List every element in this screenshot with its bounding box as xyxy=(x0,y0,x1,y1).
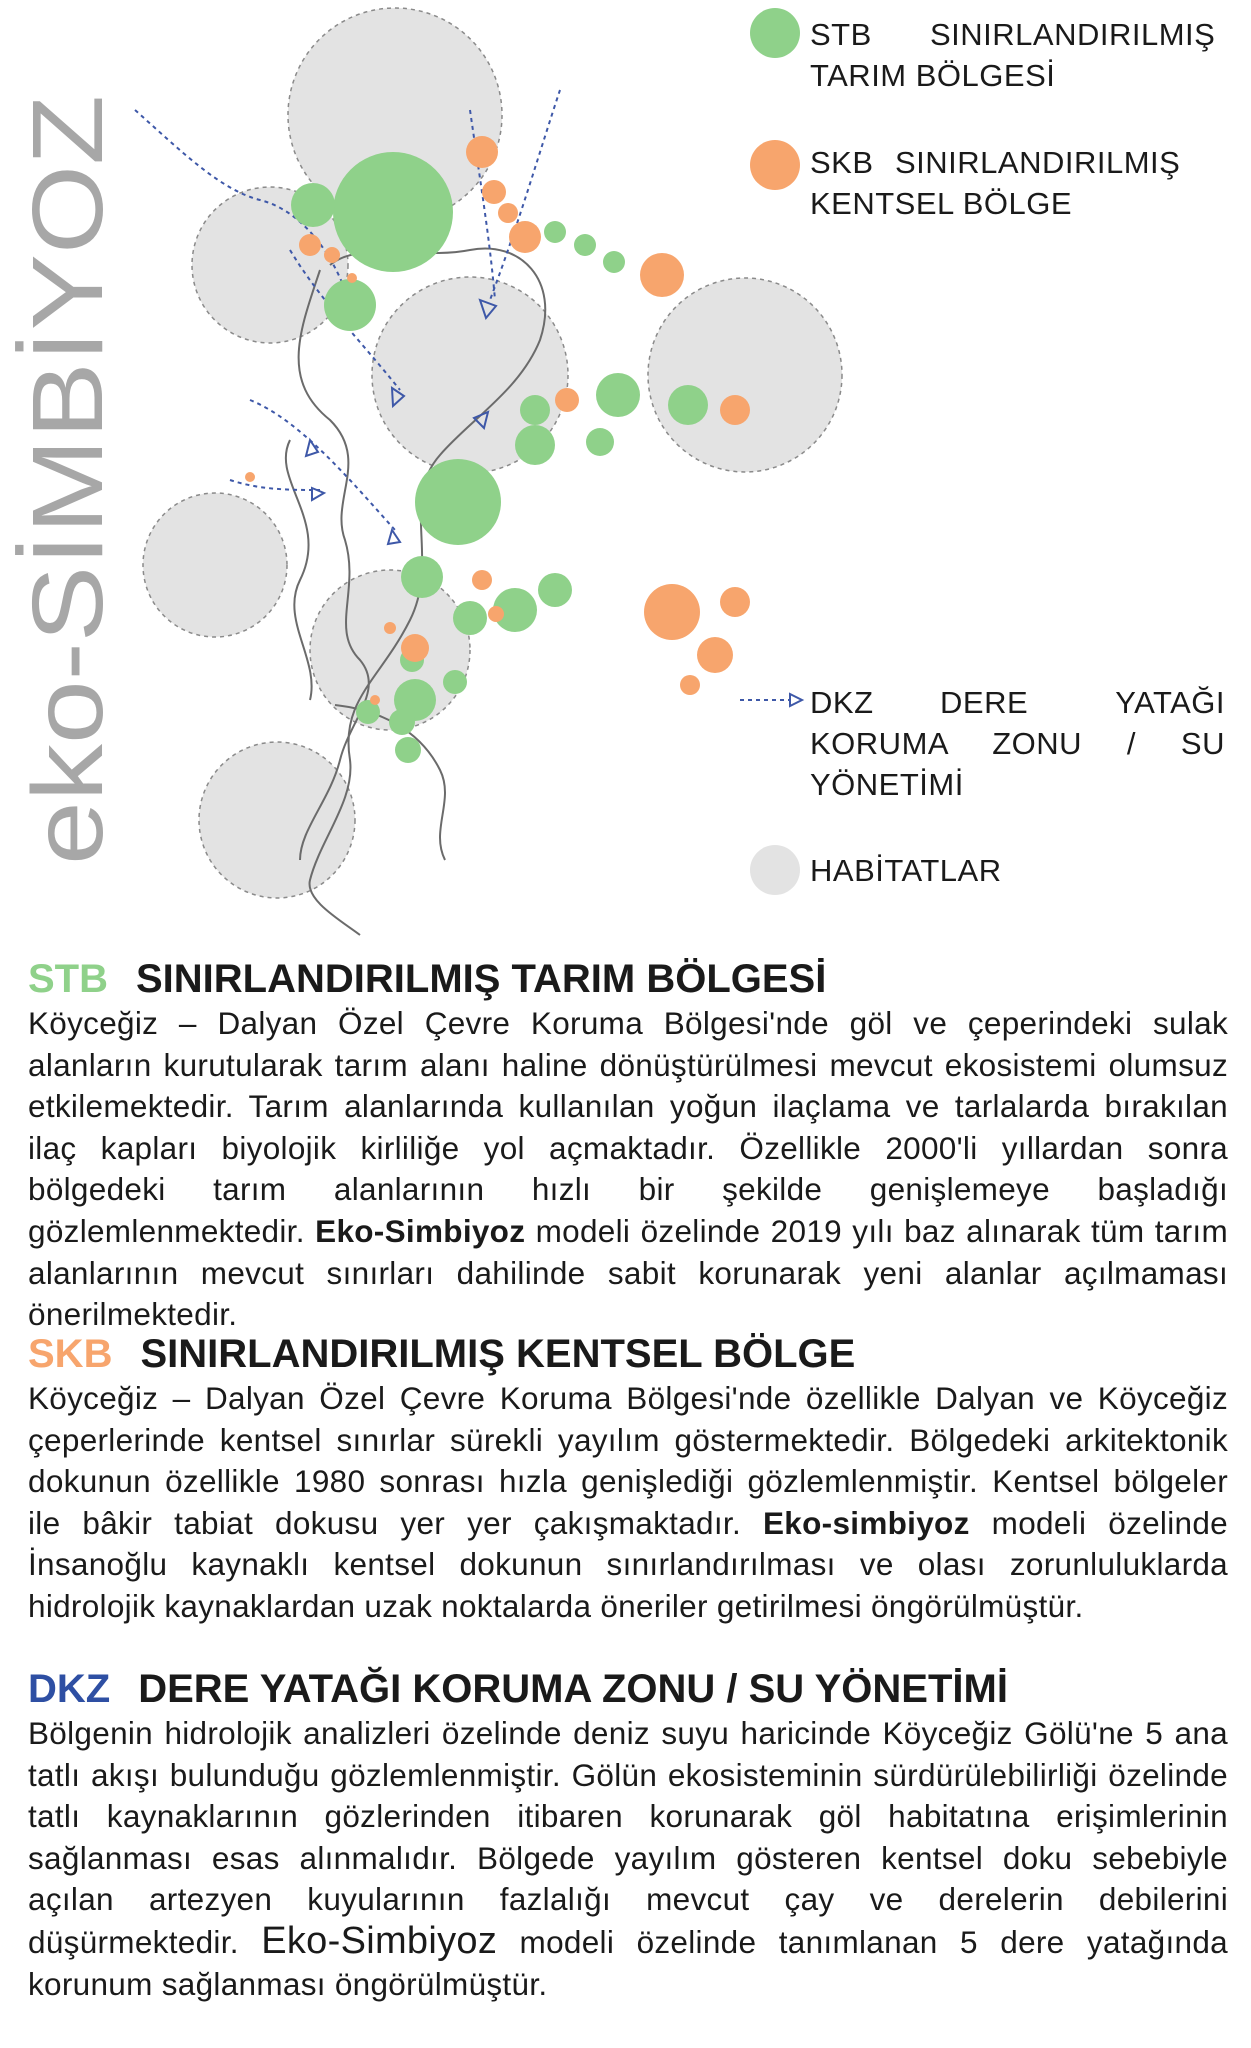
legend-stb xyxy=(810,14,1230,96)
skb-circle xyxy=(555,388,579,412)
skb-circle xyxy=(640,253,684,297)
river-line xyxy=(286,440,312,700)
habitat-circle xyxy=(199,742,355,898)
section-skb-body xyxy=(28,1378,1228,1628)
section-stb-body xyxy=(28,1003,1228,1336)
skb-circle xyxy=(482,180,506,204)
stream-line xyxy=(230,480,320,490)
skb-circle xyxy=(644,584,700,640)
skb-circle xyxy=(720,587,750,617)
legend-habitat-label: HABİTATLAR xyxy=(810,853,1002,888)
skb-circle xyxy=(498,203,518,223)
stb-circle xyxy=(324,279,376,331)
stb-circle xyxy=(596,373,640,417)
section-skb-bold: Eko-simbiyoz xyxy=(763,1504,970,1541)
stream-arrow xyxy=(388,530,400,544)
section-skb-heading xyxy=(28,1330,1228,1378)
stb-circle xyxy=(603,251,625,273)
skb-circle xyxy=(720,395,750,425)
section-skb-code: SKB xyxy=(28,1332,113,1376)
stb-circle xyxy=(395,737,421,763)
stb-circle xyxy=(333,152,453,272)
legend-skb-dot xyxy=(750,140,800,190)
section-stb-bold: Eko-Simbiyoz xyxy=(315,1212,526,1249)
section-stb-code: STB xyxy=(28,957,108,1001)
habitat-circle xyxy=(310,570,470,730)
stb-circle xyxy=(574,234,596,256)
habitat-circle xyxy=(143,493,287,637)
skb-circle xyxy=(324,247,340,263)
stb-circle xyxy=(586,428,614,456)
skb-circle xyxy=(466,136,498,168)
legend-skb-label2: KENTSEL BÖLGE xyxy=(810,186,1073,221)
vertical-title-text: eko-SİMBİYOZ xyxy=(12,192,124,865)
stream-arrow xyxy=(306,440,318,456)
skb-circle xyxy=(488,606,504,622)
section-dkz-code: DKZ xyxy=(28,1667,111,1711)
legend-skb-code: SKB xyxy=(810,145,874,180)
stb-circle xyxy=(291,183,335,227)
skb-circle xyxy=(245,472,255,482)
skb-circle xyxy=(697,637,733,673)
stb-circle xyxy=(443,670,467,694)
section-skb-title: SINIRLANDIRILMIŞ KENTSEL BÖLGE xyxy=(140,1332,856,1376)
legend-stb-dot xyxy=(750,8,800,58)
skb-circle xyxy=(509,221,541,253)
section-dkz-title: DERE YATAĞI KORUMA ZONU / SU YÖNETİMİ xyxy=(138,1667,1008,1711)
legend-skb xyxy=(810,142,1230,224)
legend-stb-label2: TARIM BÖLGESİ xyxy=(810,58,1056,93)
stb-circle xyxy=(544,221,566,243)
stream-arrow xyxy=(790,694,802,706)
skb-circle xyxy=(384,622,396,634)
skb-circle xyxy=(401,634,429,662)
section-dkz-text-2: modeli özelinde tanımlanan 5 dere yatağında korunum sağlanması öngörülmüştür. xyxy=(28,1923,1228,2002)
skb-circle xyxy=(472,570,492,590)
skb-circle xyxy=(299,234,321,256)
skb-circle xyxy=(680,675,700,695)
stb-circle xyxy=(389,709,415,735)
section-stb-title: SINIRLANDIRILMIŞ TARIM BÖLGESİ xyxy=(136,957,827,1001)
stb-circle xyxy=(415,459,501,545)
habitat-circle xyxy=(648,278,842,472)
stb-circle xyxy=(538,573,572,607)
section-skb xyxy=(28,1330,1228,1628)
legend-dkz xyxy=(810,682,1225,805)
stream-line xyxy=(250,400,395,530)
stb-circle xyxy=(520,395,550,425)
stb-circle xyxy=(453,601,487,635)
legend-stb-label: SINIRLANDIRILMIŞ xyxy=(930,17,1216,52)
legend-habitat xyxy=(810,850,1230,891)
skb-circle xyxy=(370,695,380,705)
section-dkz-body xyxy=(28,1713,1228,2005)
section-dkz-heading xyxy=(28,1665,1228,1713)
section-stb-text-1: Köyceğiz – Dalyan Özel Çevre Koruma Bölgesi'nde göl ve çeperindeki sulak alanların kurutularak tarım alanı haline dönüştürülmesi mevcut ekosistemi olumsuz etkilemektedir. Tarım alanlarında kullanılan yoğun ilaçlama ve tarlalarda bırakılan ilaç kapları biyolojik kirliliğe yol açmaktadır. Özellikle 2000'li yıllardan sonra bölgedeki tarım alanlarının hızlı bir şekilde genişlemeye başladığı gözlemlenmektedir. xyxy=(28,1005,1228,1249)
section-dkz-big: Eko-Simbiyoz xyxy=(261,1919,498,1962)
legend-skb-label: SINIRLANDIRILMIŞ xyxy=(895,145,1181,180)
stb-circle xyxy=(668,385,708,425)
section-stb-text-2: modeli özelinde 2019 yılı baz alınarak tüm tarım alanlarının mevcut sınırları dahilinde sabit korunarak yeni alanlar açılmaması önerilmektedir. xyxy=(28,1212,1228,1333)
stb-circle xyxy=(515,425,555,465)
legend-dkz-label: DERE YATAĞI KORUMA ZONU / SU YÖNETİMİ xyxy=(810,685,1225,802)
skb-circle xyxy=(347,273,357,283)
legend-dkz-code: DKZ xyxy=(810,685,874,720)
section-skb-text-2: modeli özelinde İnsanoğlu kaynaklı kentsel dokunun sınırlandırılması ve olası zorunluluklarda hidrolojik kaynaklardan uzak noktalarda öneriler getirilmesi öngörülmüştür. xyxy=(28,1504,1228,1624)
stb-circle xyxy=(401,556,443,598)
section-stb-heading xyxy=(28,955,1228,1003)
section-dkz-text-1: Bölgenin hidrolojik analizleri özelinde deniz suyu haricinde Köyceğiz Gölü'ne 5 ana tatlı akışı bulunduğu gözlemlenmiştir. Gölün ekosisteminin sürdürülebilirliği özelinde tatlı kaynaklarının gözlerinden itibaren korunarak göl habitatına erişimlerinin sağlanması esas alınmalıdır. Bölgede yayılım gösteren kentsel doku sebebiyle açılan artezyen kuyularının fazlalığı mevcut çay ve derelerin debilerini düşürmektedir. xyxy=(28,1715,1228,1960)
section-dkz xyxy=(28,1665,1228,2005)
stream-arrow xyxy=(312,488,324,500)
section-skb-text-1: Köyceğiz – Dalyan Özel Çevre Koruma Bölgesi'nde özellikle Dalyan ve Köyceğiz çeperlerinde kentsel sınırlar sürekli yayılım göstermektedir. Bölgedeki arkitektonik dokunun özellikle 1980 sonrası hızla genişlediği gözlemlenmiştir. Kentsel bölgeler ile bâkir tabiat dokusu yer yer çakışmaktadır. xyxy=(28,1380,1228,1541)
legend-stb-code: STB xyxy=(810,17,872,52)
section-stb xyxy=(28,955,1228,1336)
legend-habitat-dot xyxy=(750,845,800,895)
